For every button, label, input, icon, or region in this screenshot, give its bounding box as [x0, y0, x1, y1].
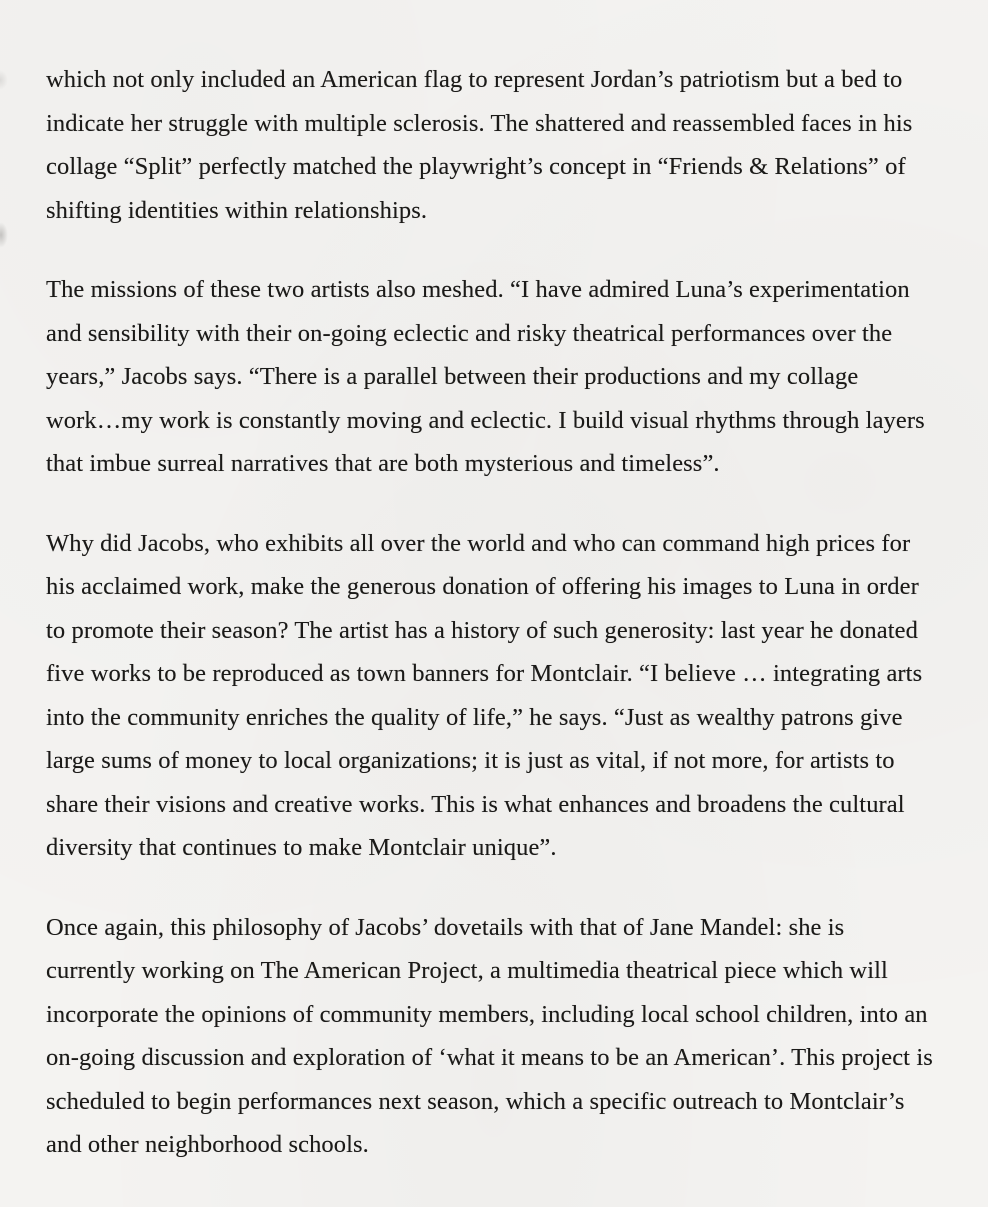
document-body-text — [46, 58, 938, 1203]
paragraph-2: The missions of these two artists also meshed. “I have admired Luna’s experimentation and sensibility with their on-going eclectic and risky theatrical performances over the years,” Jacobs says. “There is a parallel between their productions and my collage work…my work is constantly moving and eclectic. I build visual rhythms through layers that imbue surreal narratives that are both mysterious and timeless”. — [46, 276, 925, 477]
scan-smudge-artifact — [0, 222, 8, 248]
scan-smudge-artifact — [0, 70, 8, 90]
paragraph-3: Why did Jacobs, who exhibits all over the world and who can command high prices for his acclaimed work, make the generous donation of offering his images to Luna in order to promote their season? The artist has a history of such generosity: last year he donated five works to be reproduced as town banners for Montclair. “I believe … integrating arts into the community enriches the quality of life,” he says. “Just as wealthy patrons give large sums of money to local organizations; it is just as vital, if not more, for artists to share their visions and creative works. This is what enhances and broadens the cultural diversity that continues to make Montclair unique”. — [46, 529, 923, 861]
paragraph-1: which not only included an American flag to represent Jordan’s patriotism but a bed to indicate her struggle with multiple sclerosis. The shattered and reassembled faces in his collage “Split” perfectly matched the playwright’s concept in “Friends & Relations” of shifting identities within relationships. — [46, 66, 913, 224]
paragraph-4: Once again, this philosophy of Jacobs’ dovetails with that of Jane Mandel: she is currently working on The American Project, a multimedia theatrical piece which will incorporate the opinions of community members, including local school children, into an on-going discussion and exploration of ‘what it means to be an American’. This project is scheduled to begin performances next season, which a specific outreach to Montclair’s and other neighborhood schools. — [46, 913, 933, 1158]
